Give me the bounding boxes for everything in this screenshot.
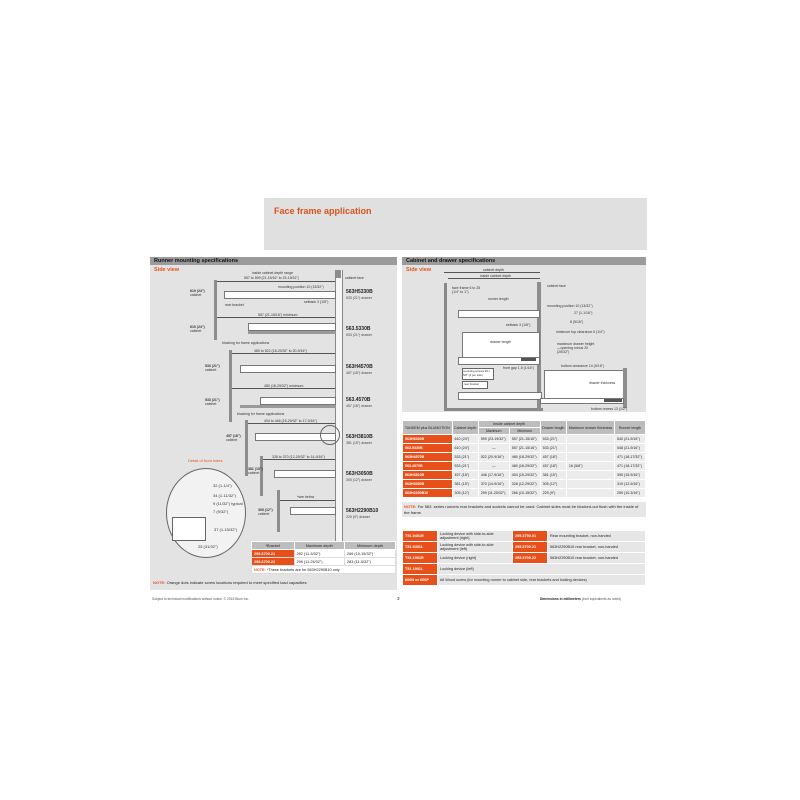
inside-depth-range-value: 557 to 599 (21-15/16" to 23-19/32"): [244, 276, 299, 280]
max-depth: 299 (11-25/32"): [294, 558, 345, 566]
model-563H4570B: 563H4570B: [346, 364, 373, 370]
thickness-cell: [566, 444, 614, 453]
setback-label-2: setback 3 (1/8"): [506, 323, 531, 327]
runner-side-view-label: Side view: [154, 267, 180, 273]
dim-line: [280, 500, 335, 501]
cabinet-depth-label: cabinet depth: [483, 268, 505, 272]
table-row: [403, 489, 646, 498]
max-cell: —: [478, 462, 509, 471]
accessory-code: T51.9401L: [403, 542, 438, 553]
table-row: [403, 435, 646, 444]
cabinet-depth-cell: 533 (21"): [452, 462, 478, 471]
product-code: 563H2290B10: [403, 489, 453, 498]
table-row: [403, 480, 646, 489]
thickness-cell: 16 (5/8"): [566, 462, 614, 471]
table-row: [403, 575, 646, 586]
max-height-label: maximum drawer height—opening minus 20 (25/32"): [557, 342, 595, 354]
accessory-code-2: 295.3750.01: [513, 531, 548, 542]
runner-length-cell: 471 (18-17/32"): [615, 453, 646, 462]
drawer-size-2: 533 (21") drawer: [346, 333, 372, 337]
detail-dim-1: 32 (1-1/4"): [213, 483, 232, 488]
runner-4: [260, 397, 336, 405]
cabinet-side-7: [277, 490, 280, 532]
dim-line: [448, 278, 540, 279]
runner-7: [290, 507, 336, 515]
dim-line: [232, 388, 335, 389]
minimum-header: Minimum: [509, 428, 540, 435]
runner-note: NOTE: Orange dots indicate screw locations required to meet specified load capacities: [153, 580, 307, 585]
model-563H3050B: 563H3050B: [346, 471, 373, 477]
detail-dim-4: 7 (9/32"): [213, 509, 229, 514]
cabinet-depth-cell: 381 (15"): [452, 480, 478, 489]
max-depth-header: Maximum depth: [294, 542, 345, 550]
dim-line: [217, 317, 335, 318]
accessory-code-2: 295.3700.22: [513, 553, 548, 564]
cabinet-side-3: [229, 350, 232, 422]
cabinet-depth-cell: 610 (24"): [452, 435, 478, 444]
accessory-code: T51.1901R: [403, 553, 438, 564]
page-title: Face frame application: [274, 206, 372, 216]
min-cell: 480 (18-29/32"): [509, 453, 540, 462]
table-row: [403, 564, 646, 575]
max-thickness-header: Maximum drawer thickness: [566, 421, 614, 435]
table-row: [403, 542, 646, 553]
runner-panel-header: Runner mounting specifications: [150, 257, 397, 265]
drawer-box-2: [544, 370, 624, 400]
table-row: [252, 550, 396, 558]
max-cell: 446 (17-9/16"): [478, 471, 509, 480]
cabinet-depth-cell: 533 (21"): [452, 453, 478, 462]
row5-dim: 404 to 446 (15-29/32" to 17-9/16"): [264, 419, 317, 423]
dim-line: [444, 272, 540, 273]
cabinet-depth-cell: 610 (24"): [452, 444, 478, 453]
dim27-label: 27 (1-1/16"): [574, 311, 593, 315]
runner-length-header: Runner length: [615, 421, 646, 435]
bottom-recess-label: bottom recess 13 (1/2"): [591, 407, 628, 411]
row4-dim: 480 (18-29/32") minimum: [264, 384, 304, 388]
drawer-size-6: 305 (12") drawer: [346, 478, 372, 482]
bracket-note: NOTE: *These brackets are for 563H2290B10 only: [252, 566, 396, 574]
accessory-code: T51.9401R: [403, 531, 438, 542]
maximum-header: Maximum: [478, 428, 509, 435]
cabinet-face-post: [336, 270, 341, 278]
min-depth: 266 (10-15/32"): [345, 550, 396, 558]
runner-length-cell: 471 (18-17/32"): [615, 462, 646, 471]
row2-dim: 557 (21-15/16") minimum: [258, 313, 298, 317]
min-cell: 266 (10-15/32"): [509, 489, 540, 498]
cabinet-depth-header: Cabinet depth: [452, 421, 478, 435]
mounting-position-label-2: mounting position 10 (13/32"): [547, 304, 593, 308]
cabinet-face-bar: [335, 270, 343, 570]
detail-dim-3: 9 (11/32") typical: [213, 501, 243, 506]
runner-2: [248, 323, 336, 331]
runner-damper: [521, 358, 536, 361]
drawer-size-3: 457 (18") drawer: [346, 371, 372, 375]
cabinet-face-label: cabinet face: [345, 276, 364, 280]
dim-line: [232, 353, 335, 354]
detail-runner-end: [172, 517, 206, 541]
detail-circle: [320, 425, 340, 445]
min-cell: 404 (15-29/32"): [509, 471, 540, 480]
max-cell: 599 (23-19/32"): [478, 435, 509, 444]
cabinet-size-4: 533 (21") cabinet: [205, 398, 220, 406]
accessory-desc: Locking device (right): [438, 553, 513, 564]
model-563H3810B: 563H3810B: [346, 434, 373, 440]
max-depth: 282 (11-3/32"): [294, 550, 345, 558]
thickness-cell: [566, 489, 614, 498]
drawer-length-cell: 229 (9"): [540, 489, 566, 498]
accessory-desc: Locking device with side-to-side adjustment (left): [438, 542, 513, 553]
mounting-screws-label: mounting screws #6 x 5/8" (4 per side): [463, 369, 491, 377]
accessory-desc: Locking device with side-to-side adjustment (right): [438, 531, 513, 542]
cabinet-depth-cell: 457 (18"): [452, 471, 478, 480]
accessory-desc-2: 563H2290B10 rear bracket, non-handed: [548, 553, 646, 564]
table-row: [403, 553, 646, 564]
setback-label: setback 3 (1/8"): [304, 300, 329, 304]
blocking-label-2: blocking for frame applications: [237, 412, 285, 416]
min-depth: 283 (11-5/32"): [345, 558, 396, 566]
cabinet-size-3: 533 (21") cabinet: [205, 364, 220, 372]
max-cell: 522 (20-9/16"): [478, 453, 509, 462]
runner-6: [274, 470, 336, 478]
min-cell: 480 (18-29/32"): [509, 462, 540, 471]
product-code: 563H5330B: [403, 435, 453, 444]
model-563.5330B: 563.5330B: [346, 326, 371, 332]
thickness-cell: [566, 471, 614, 480]
min-depth-header: Minimum depth: [345, 542, 396, 550]
bottom-clearance-label: bottom clearance 14 (9/16"): [561, 364, 605, 368]
spec-table: [402, 420, 646, 498]
accessory-desc-2: 563H2290B10 rear bracket, non-handed: [548, 542, 646, 553]
product-code: 563.4570B: [403, 462, 453, 471]
product-header: TANDEM plus BLUMOTION: [403, 421, 453, 435]
runner-3: [240, 365, 336, 373]
row6-dim: 328 to 370 (12-29/32" to 14-9/16"): [272, 455, 325, 459]
front-gap-label: front gap 1.5 (1/16"): [503, 366, 535, 370]
accessory-code: 606N or 606P: [403, 575, 438, 586]
cabinet-size-7: 305 (12") cabinet: [258, 508, 273, 516]
runner-length-cell: 259 (10-3/16"): [615, 489, 646, 498]
table-row: [252, 558, 396, 566]
row3-dim: 480 to 522 (18-29/32" to 20-9/16"): [254, 349, 307, 353]
dim8-label: 8 (5/16"): [570, 320, 584, 324]
product-code: 563H3810B: [403, 471, 453, 480]
cabinet-side-1: [214, 280, 217, 340]
title-banner: [264, 198, 647, 250]
product-code: 563H4570B: [403, 453, 453, 462]
bracket-code: 295.3700.21: [252, 550, 295, 558]
accessory-desc: #6 Wood screw (for mounting runner to cabinet side, rear brackets and locking devices): [438, 575, 646, 586]
drawer-size-4: 457 (18") drawer: [346, 404, 372, 408]
table-row: [403, 462, 646, 471]
product-code: 563.5330B: [403, 444, 453, 453]
footer-disclaimer: Subject to technical modifications without notice. © 2015 Blum Inc.: [152, 597, 249, 601]
model-563H2290B10: 563H2290B10: [346, 508, 379, 514]
min-cell: 557 (21-15/16"): [509, 444, 540, 453]
dim-line: [248, 423, 335, 424]
cabinet-size-6: 381 (15") cabinet: [248, 467, 263, 475]
accessory-code: T51.1901L: [403, 564, 438, 575]
inside-depth-range-label: inside cabinet depth range: [252, 271, 294, 275]
blocking-4: [240, 405, 336, 408]
cabinet-runner-3: [458, 392, 542, 400]
drawer-size-1: 533 (21") drawer: [346, 296, 372, 300]
drawer-box-1: [462, 332, 540, 359]
min-cell: 328 (12-29/32"): [509, 480, 540, 489]
drawer-size-5: 381 (15") drawer: [346, 441, 372, 445]
cabinet-size-2: 610 (24") cabinet: [190, 325, 205, 333]
cabinet-runner-1: [458, 310, 540, 318]
bracket-header: *Bracket: [252, 542, 295, 550]
runner-1: [224, 291, 336, 299]
drawer-length-cell: 533 (21"): [540, 435, 566, 444]
runner-length-label: runner length: [488, 297, 509, 301]
drawer-length-cell: 457 (18"): [540, 453, 566, 462]
cabinet-side-6: [260, 456, 263, 496]
drawer-size-7: 229 (9") drawer: [346, 515, 371, 519]
product-code: 563H3050B: [403, 480, 453, 489]
runner-length-cell: 395 (15-9/16"): [615, 471, 646, 480]
bracket-table: [251, 541, 396, 574]
model-563H5330B: 563H5330B: [346, 289, 373, 295]
detail-dim-2: 34 (1-11/32"): [213, 493, 236, 498]
accessories-table: [402, 530, 646, 586]
accessory-desc-2: Rear mounting bracket, non-handed: [548, 531, 646, 542]
detail-dim-6: 25 (31/32"): [198, 544, 218, 549]
cabinet-face-label-2: cabinet face: [547, 284, 566, 288]
drawer-thickness-label: drawer thickness: [589, 381, 616, 385]
drawer-length-label: drawer length: [490, 340, 512, 344]
cabinet-size-5: 457 (18") cabinet: [226, 434, 241, 442]
page-number: 3: [397, 596, 400, 601]
cabinet-panel-header: Cabinet and drawer specifications: [402, 257, 646, 265]
drawer-length-cell: 305 (12"): [540, 480, 566, 489]
max-cell: 370 (14-9/16"): [478, 480, 509, 489]
top-clearance-label: minimum top clearance 6 (1/4"): [556, 330, 605, 334]
rear-bracket-label: rear bracket: [225, 303, 244, 307]
table-row: [403, 531, 646, 542]
see-below-label: *see below: [297, 495, 315, 499]
table-row: [403, 453, 646, 462]
mounting-position-label: mounting position 10 (13/32"): [278, 285, 324, 289]
detail-title: Detail of front holes: [188, 458, 223, 463]
table-row: [403, 471, 646, 480]
cabinet-size-1: 610 (24") cabinet: [190, 289, 205, 297]
runner-length-cell: 540 (21-9/16"): [615, 435, 646, 444]
runner-damper-2: [604, 399, 622, 402]
max-cell: 299 (11-25/32"): [478, 489, 509, 498]
rear-bracket-label-2: rear bracket: [464, 382, 479, 386]
cabinet-side-view-label: Side view: [406, 267, 432, 273]
dim-line: [217, 281, 335, 282]
inside-depth-header: Inside cabinet depth: [478, 421, 540, 428]
table-row: [403, 444, 646, 453]
face-frame-label: face frame 6 to 25 (1/4" to 1"): [452, 286, 481, 294]
bracket-code: 295.3700.22: [252, 558, 295, 566]
drawer-length-cell: 381 (15"): [540, 471, 566, 480]
inside-cabinet-depth-label: inside cabinet depth: [480, 274, 512, 278]
cabinet-note: NOTE: For 563. series runners rear brackets and sockets cannot be used. Cabinet sides must be blocked-out flush with the inside of the frame.: [402, 502, 646, 517]
footer-units: Dimensions in millimeters (inch equivalents as noted): [540, 597, 622, 601]
min-cell: 557 (21-15/16"): [509, 435, 540, 444]
thickness-cell: [566, 480, 614, 489]
drawer-length-cell: 533 (21"): [540, 444, 566, 453]
blocking-2: [248, 331, 336, 334]
thickness-cell: [566, 435, 614, 444]
model-563.4570B: 563.4570B: [346, 397, 371, 403]
thickness-cell: [566, 453, 614, 462]
max-cell: —: [478, 444, 509, 453]
drawer-length-cell: 457 (18"): [540, 462, 566, 471]
dim-line: [263, 459, 335, 460]
blocking-label: blocking for frame applications: [222, 341, 270, 345]
runner-length-cell: 548 (21-9/16"): [615, 444, 646, 453]
runner-length-cell: 319 (12-9/16"): [615, 480, 646, 489]
cabinet-depth-cell: 305 (12"): [452, 489, 478, 498]
detail-dim-5: 37 (1-15/32"): [214, 527, 238, 532]
accessory-desc: Locking device (left): [438, 564, 646, 575]
accessory-code-2: 295.3700.21: [513, 542, 548, 553]
drawer-length-header: Drawer length: [540, 421, 566, 435]
